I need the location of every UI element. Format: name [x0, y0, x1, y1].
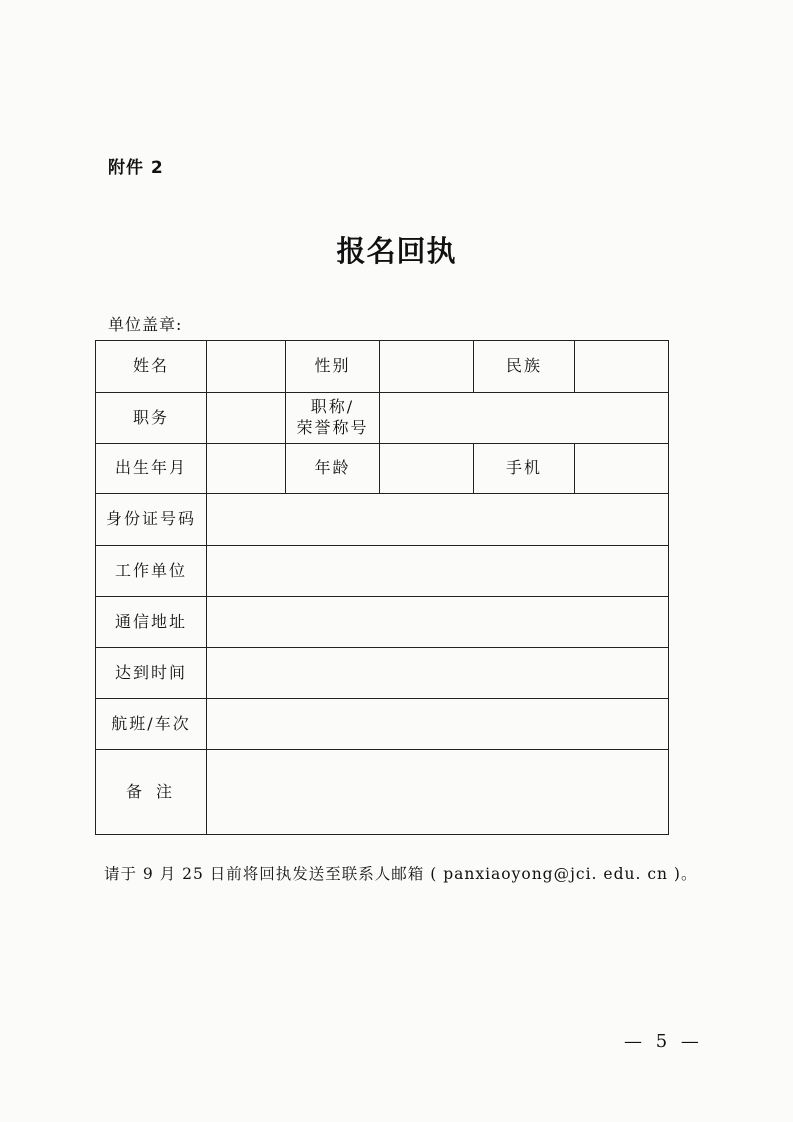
ethnicity-label: 民族	[474, 341, 575, 393]
page-title: 报名回执	[336, 234, 457, 268]
form-row-name	[96, 341, 669, 393]
position-field[interactable]	[207, 393, 286, 444]
address-label: 通信地址	[96, 597, 207, 648]
arrival-time-field[interactable]	[207, 648, 669, 699]
form-row-birth	[96, 444, 669, 494]
form-row-remarks	[96, 750, 669, 835]
form-row-workplace	[96, 546, 669, 597]
title-label-line1: 职称/	[310, 397, 355, 417]
seal-label: 单位盖章:	[108, 315, 183, 334]
birth-field[interactable]	[207, 444, 286, 494]
flight-train-field[interactable]	[207, 699, 669, 750]
remarks-label: 备注	[96, 750, 207, 835]
form-row-arrival-time	[96, 648, 669, 699]
submission-note: 请于 9 月 25 日前将回执发送至联系人邮箱 ( panxiaoyong@jci. edu. cn )。	[104, 865, 698, 883]
attachment-label: 附件 2	[108, 158, 164, 178]
flight-train-label: 航班/车次	[96, 699, 207, 750]
position-label: 职务	[96, 393, 207, 444]
phone-field[interactable]	[575, 444, 669, 494]
gender-field[interactable]	[380, 341, 474, 393]
phone-label: 手机	[474, 444, 575, 494]
name-field[interactable]	[207, 341, 286, 393]
gender-label: 性别	[286, 341, 380, 393]
workplace-label: 工作单位	[96, 546, 207, 597]
registration-form-table	[95, 340, 669, 835]
ethnicity-field[interactable]	[575, 341, 669, 393]
title-field[interactable]	[380, 393, 669, 444]
form-row-id-number	[96, 494, 669, 546]
address-field[interactable]	[207, 597, 669, 648]
age-field[interactable]	[380, 444, 474, 494]
title-label	[286, 393, 380, 444]
workplace-field[interactable]	[207, 546, 669, 597]
id-number-label: 身份证号码	[96, 494, 207, 546]
form-row-address	[96, 597, 669, 648]
form-row-flight-train	[96, 699, 669, 750]
form-row-position	[96, 393, 669, 444]
name-label: 姓名	[96, 341, 207, 393]
arrival-time-label: 达到时间	[96, 648, 207, 699]
birth-label: 出生年月	[96, 444, 207, 494]
age-label: 年龄	[286, 444, 380, 494]
remarks-field[interactable]	[207, 750, 669, 835]
id-number-field[interactable]	[207, 494, 669, 546]
page-number: — 5 —	[624, 1031, 703, 1052]
title-label-line2: 荣誉称号	[296, 418, 369, 437]
